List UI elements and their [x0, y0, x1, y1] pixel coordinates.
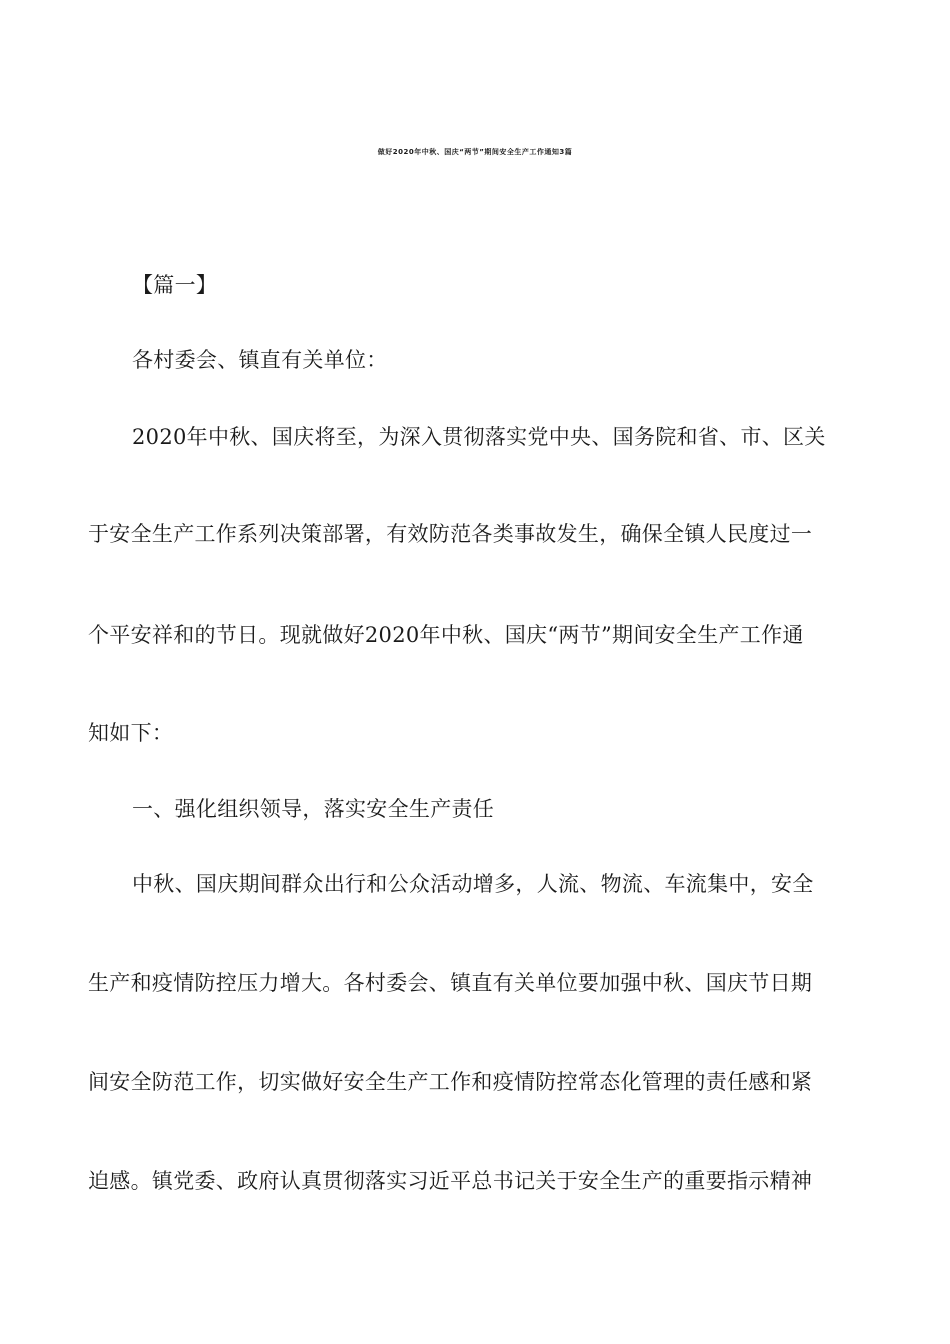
paragraph-2-line-2: 生产和疫情防控压力增大。各村委会、镇直有关单位要加强中秋、国庆节日期: [88, 971, 813, 995]
paragraph-1-line-2: 于安全生产工作系列决策部署，有效防范各类事故发生，确保全镇人民度过一: [88, 522, 813, 546]
paragraph-1-line-3: 个平安祥和的节日。现就做好2020年中秋、国庆“两节”期间安全生产工作通: [88, 623, 804, 647]
paragraph-1-line-4: 知如下：: [88, 721, 174, 745]
paragraph-2-line-4: 迫感。镇党委、政府认真贯彻落实习近平总书记关于安全生产的重要指示精神: [88, 1169, 813, 1193]
salutation: 各村委会、镇直有关单位：: [132, 348, 388, 372]
paragraph-1-line-1: 2020年中秋、国庆将至，为深入贯彻落实党中央、国务院和省、市、区关: [132, 425, 826, 449]
section-marker: 【篇一】: [132, 273, 218, 297]
paragraph-2-line-3: 间安全防范工作，切实做好安全生产工作和疫情防控常态化管理的责任感和紧: [88, 1070, 813, 1094]
document-title: 做好2020年中秋、国庆“两节”期间安全生产工作通知3篇: [377, 148, 573, 156]
section-heading-1: 一、强化组织领导，落实安全生产责任: [132, 797, 495, 821]
paragraph-2-line-1: 中秋、国庆期间群众出行和公众活动增多，人流、物流、车流集中，安全: [132, 872, 814, 896]
